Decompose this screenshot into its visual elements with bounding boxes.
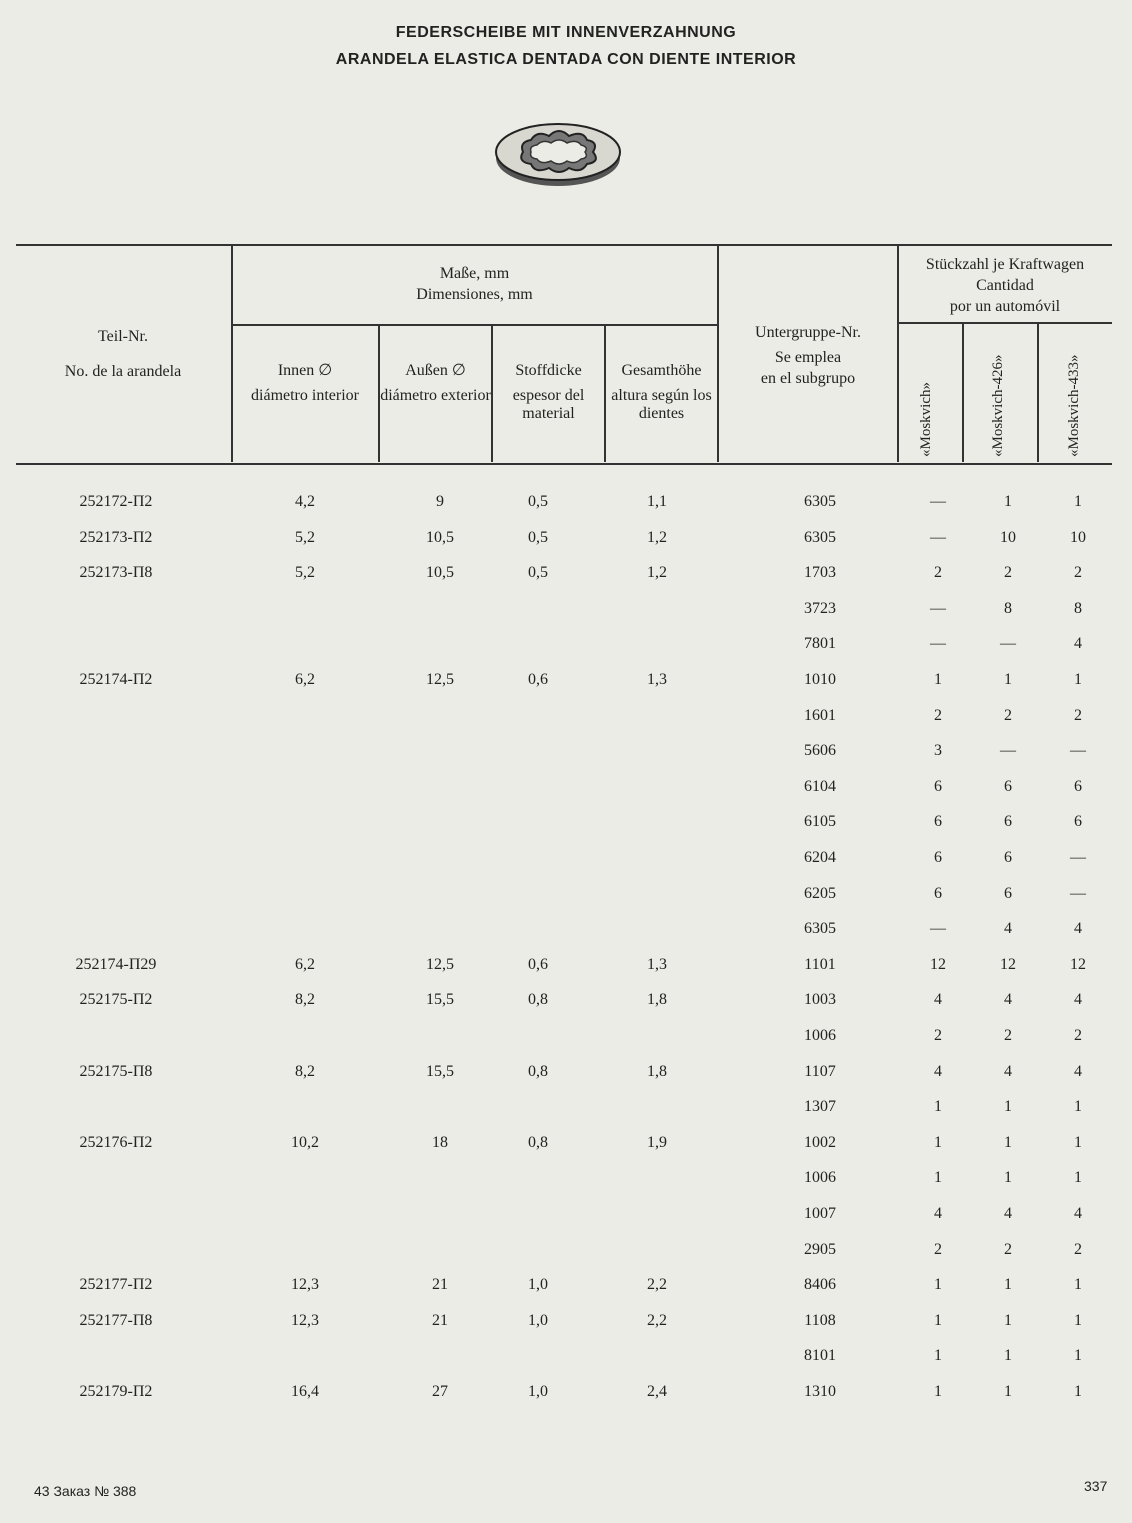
footer-order: 43 Заказ № 388: [34, 1483, 137, 1499]
qty-moskvich-cell: 1: [934, 1276, 942, 1294]
header-inner: [232, 360, 378, 405]
qty-426-cell: 1: [1004, 1098, 1012, 1116]
height-cell: 2,4: [647, 1383, 667, 1400]
outer-diameter-cell: 10,5: [426, 564, 454, 582]
part-number-cell: 252174-П2: [79, 671, 153, 688]
height-cell: 1,8: [647, 1062, 667, 1080]
subgroup-cell: 1010: [804, 671, 836, 688]
thickness-cell: 0,6: [528, 671, 548, 688]
qty-433-cell: 8: [1074, 599, 1082, 617]
subgroup-cell: 1006: [804, 1169, 836, 1187]
thickness-cell: 1,0: [528, 1311, 548, 1329]
qty-moskvich-cell: 6: [934, 884, 942, 902]
inner-diameter-cell: 12,3: [291, 1276, 319, 1294]
subgroup-cell: 5606: [804, 742, 836, 760]
subgroup-cell: 2905: [804, 1240, 836, 1258]
qty-426-cell: 12: [1000, 955, 1016, 973]
qty-426-cell: 1: [1004, 1133, 1012, 1151]
qty-426-cell: 1: [1004, 493, 1012, 510]
qty-426-cell: 10: [1000, 528, 1016, 546]
subgroup-cell: 1007: [804, 1205, 836, 1222]
qty-moskvich-cell: —: [930, 920, 946, 938]
header-quantity: [898, 254, 1112, 317]
thickness-cell: 0,8: [528, 1133, 548, 1151]
subgroup-cell: 1006: [804, 1027, 836, 1044]
qty-433-cell: 1: [1074, 493, 1082, 510]
qty-moskvich-cell: 4: [934, 1062, 942, 1080]
qty-moskvich-cell: 1: [934, 1169, 942, 1187]
qty-433-cell: 6: [1074, 813, 1082, 831]
qty-426-cell: 1: [1004, 671, 1012, 688]
part-number-cell: 252176-П2: [79, 1133, 153, 1151]
qty-moskvich-cell: 6: [934, 777, 942, 795]
part-number-cell: 252177-П2: [79, 1276, 153, 1294]
qty-moskvich-cell: 4: [934, 991, 942, 1009]
header-inner-es: diámetro interior: [251, 387, 359, 404]
qty-433-cell: 1: [1074, 1383, 1082, 1400]
subgroup-cell: 1107: [804, 1062, 836, 1080]
part-number-cell: 252175-П8: [79, 1062, 153, 1080]
subgroup-cell: 6305: [804, 920, 836, 938]
height-cell: 1,2: [647, 528, 667, 546]
height-cell: 1,2: [647, 564, 667, 582]
thickness-cell: 0,8: [528, 991, 548, 1009]
header-model-433: «Moskvich-433»: [1066, 354, 1082, 457]
qty-433-cell: 6: [1074, 777, 1082, 795]
height-cell: 2,2: [647, 1311, 667, 1329]
part-number-cell: 252173-П2: [79, 528, 153, 546]
header-outer-es: diámetro exterior: [380, 387, 491, 404]
subgroup-cell: 6205: [804, 884, 836, 902]
title-spanish: ARANDELA ELASTICA DENTADA CON DIENTE INTERIOR: [335, 51, 797, 68]
subgroup-cell: 6305: [804, 528, 836, 546]
outer-diameter-cell: 21: [432, 1311, 448, 1329]
qty-433-cell: 1: [1074, 1098, 1082, 1116]
thickness-cell: 0,6: [528, 955, 548, 973]
subgroup-cell: 1307: [804, 1098, 836, 1116]
col-divider: [962, 322, 964, 462]
qty-moskvich-cell: 1: [934, 671, 942, 688]
qty-433-cell: 1: [1074, 1311, 1082, 1329]
part-number-cell: 252177-П8: [79, 1311, 153, 1329]
inner-diameter-cell: 10,2: [291, 1133, 319, 1151]
inner-diameter-cell: 8,2: [295, 1062, 315, 1080]
washer-illustration: [493, 118, 623, 190]
page-number: 337: [1084, 1478, 1108, 1494]
subgroup-cell: 1003: [804, 991, 836, 1009]
qty-426-cell: 1: [1004, 1169, 1012, 1187]
header-dimensions: [232, 263, 717, 305]
subgroup-cell: 6305: [804, 493, 836, 510]
qty-433-cell: 2: [1074, 1240, 1082, 1258]
qty-426-cell: 4: [1004, 991, 1012, 1009]
qty-moskvich-cell: 12: [930, 955, 946, 973]
header-model-moskvich: «Moskvich»: [918, 382, 934, 457]
header-thick-de: Stoffdicke: [515, 362, 582, 379]
outer-diameter-cell: 9: [436, 493, 444, 510]
header-dims-es: Dimensiones, mm: [416, 286, 533, 303]
subgroup-cell: 1002: [804, 1133, 836, 1151]
qty-426-cell: 6: [1004, 884, 1012, 902]
inner-diameter-cell: 6,2: [295, 671, 315, 688]
outer-diameter-cell: 12,5: [426, 671, 454, 688]
qty-moskvich-cell: —: [930, 599, 946, 617]
qty-426-cell: 1: [1004, 1276, 1012, 1294]
qty-moskvich-cell: 1: [934, 1133, 942, 1151]
qty-433-cell: 10: [1070, 528, 1086, 546]
qty-moskvich-cell: 6: [934, 813, 942, 831]
qty-moskvich-cell: 6: [934, 849, 942, 866]
qty-426-cell: 2: [1004, 1027, 1012, 1044]
qty-426-cell: —: [1000, 635, 1016, 653]
qty-426-cell: 8: [1004, 599, 1012, 617]
qty-426-cell: 1: [1004, 1383, 1012, 1400]
thickness-cell: 0,5: [528, 493, 548, 510]
col-divider: [1037, 322, 1039, 462]
inner-diameter-cell: 4,2: [295, 493, 315, 510]
thickness-cell: 0,5: [528, 564, 548, 582]
qty-433-cell: 4: [1074, 1205, 1082, 1222]
header-part-no-de: Teil-Nr.: [98, 328, 148, 345]
inner-diameter-cell: 8,2: [295, 991, 315, 1009]
header-subgroup-de: Untergruppe-Nr.: [755, 324, 861, 341]
subgroup-cell: 1703: [804, 564, 836, 582]
inner-diameter-cell: 6,2: [295, 955, 315, 973]
height-cell: 1,8: [647, 991, 667, 1009]
header-inner-de: Innen ∅: [277, 362, 333, 379]
outer-diameter-cell: 27: [432, 1383, 448, 1400]
outer-diameter-cell: 12,5: [426, 955, 454, 973]
header-dims-de: Maße, mm: [439, 265, 510, 282]
header-height: [606, 360, 717, 423]
qty-426-cell: 6: [1004, 849, 1012, 866]
header-thickness: [493, 360, 604, 423]
outer-diameter-cell: 18: [432, 1133, 448, 1151]
qty-433-cell: 1: [1074, 1133, 1082, 1151]
qty-moskvich-cell: 1: [934, 1347, 942, 1365]
qty-433-cell: 2: [1074, 1027, 1082, 1044]
header-subgroup-es1: Se emplea: [774, 349, 842, 366]
qty-moskvich-cell: 2: [934, 1027, 942, 1044]
subgroup-cell: 1310: [804, 1383, 836, 1400]
qty-moskvich-cell: 1: [934, 1383, 942, 1400]
qty-moskvich-cell: 3: [934, 742, 942, 760]
qty-433-cell: —: [1070, 742, 1086, 760]
subgroup-cell: 6204: [804, 849, 836, 866]
subgroup-cell: 8406: [804, 1276, 836, 1294]
qty-433-cell: —: [1070, 884, 1086, 902]
qty-433-cell: 4: [1074, 991, 1082, 1009]
qty-426-cell: 1: [1004, 1311, 1012, 1329]
qty-moskvich-cell: 2: [934, 1240, 942, 1258]
qty-subheader-rule: [898, 322, 1112, 324]
subgroup-cell: 1108: [804, 1311, 836, 1329]
part-number-cell: 252179-П2: [79, 1383, 153, 1400]
height-cell: 1,9: [647, 1133, 667, 1151]
qty-433-cell: 2: [1074, 706, 1082, 724]
subgroup-cell: 1101: [804, 955, 836, 973]
qty-426-cell: 6: [1004, 777, 1012, 795]
header-outer-de: Außen ∅: [405, 362, 466, 379]
height-cell: 2,2: [647, 1276, 667, 1294]
qty-426-cell: —: [1000, 742, 1016, 760]
qty-moskvich-cell: —: [930, 493, 946, 510]
outer-diameter-cell: 21: [432, 1276, 448, 1294]
qty-moskvich-cell: 1: [934, 1098, 942, 1116]
qty-433-cell: 4: [1074, 920, 1082, 938]
qty-433-cell: 12: [1070, 955, 1086, 973]
thickness-cell: 0,8: [528, 1062, 548, 1080]
qty-moskvich-cell: —: [930, 635, 946, 653]
subgroup-cell: 6104: [804, 777, 836, 795]
height-cell: 1,1: [647, 493, 667, 510]
qty-moskvich-cell: 2: [934, 706, 942, 724]
subgroup-cell: 1601: [804, 706, 836, 724]
header-qty-es1: Cantidad: [976, 277, 1034, 294]
qty-433-cell: 4: [1074, 1062, 1082, 1080]
part-number-cell: 252175-П2: [79, 991, 153, 1009]
outer-diameter-cell: 15,5: [426, 1062, 454, 1080]
thickness-cell: 0,5: [528, 528, 548, 546]
qty-426-cell: 4: [1004, 1062, 1012, 1080]
qty-433-cell: 1: [1074, 1276, 1082, 1294]
thickness-cell: 1,0: [528, 1276, 548, 1294]
qty-426-cell: 4: [1004, 1205, 1012, 1222]
qty-433-cell: 1: [1074, 671, 1082, 688]
header-subgroup-es2: en el subgrupo: [760, 370, 856, 387]
header-part-no-es: No. de la arandela: [64, 363, 182, 380]
title-german: FEDERSCHEIBE MIT INNENVERZAHNUNG: [395, 24, 737, 41]
subgroup-cell: 8101: [804, 1347, 836, 1365]
qty-433-cell: 4: [1074, 635, 1082, 653]
qty-433-cell: —: [1070, 849, 1086, 866]
qty-moskvich-cell: 4: [934, 1205, 942, 1222]
part-number-cell: 252173-П8: [79, 564, 153, 582]
qty-433-cell: 1: [1074, 1347, 1082, 1365]
table-top-rule: [16, 244, 1112, 246]
qty-426-cell: 6: [1004, 813, 1012, 831]
thickness-cell: 1,0: [528, 1383, 548, 1400]
qty-433-cell: 1: [1074, 1169, 1082, 1187]
inner-diameter-cell: 5,2: [295, 528, 315, 546]
header-outer: [380, 360, 491, 405]
qty-426-cell: 2: [1004, 706, 1012, 724]
height-cell: 1,3: [647, 671, 667, 688]
dims-subheader-rule: [232, 324, 718, 326]
header-bottom-rule: [16, 463, 1112, 465]
subgroup-cell: 6105: [804, 813, 836, 831]
subgroup-cell: 7801: [804, 635, 836, 653]
qty-426-cell: 2: [1004, 1240, 1012, 1258]
qty-426-cell: 1: [1004, 1347, 1012, 1365]
header-height-de: Gesamthöhe: [621, 362, 702, 379]
outer-diameter-cell: 10,5: [426, 528, 454, 546]
header-qty-de: Stückzahl je Kraftwagen: [925, 256, 1085, 273]
qty-433-cell: 2: [1074, 564, 1082, 582]
inner-diameter-cell: 12,3: [291, 1311, 319, 1329]
qty-moskvich-cell: 1: [934, 1311, 942, 1329]
inner-diameter-cell: 16,4: [291, 1383, 319, 1400]
header-subgroup: [719, 322, 897, 389]
qty-moskvich-cell: —: [930, 528, 946, 546]
header-height-es: altura según los dientes: [611, 387, 712, 422]
outer-diameter-cell: 15,5: [426, 991, 454, 1009]
subgroup-cell: 3723: [804, 599, 836, 617]
qty-426-cell: 2: [1004, 564, 1012, 582]
part-number-cell: 252172-П2: [79, 493, 153, 510]
header-model-426: «Moskvich-426»: [990, 354, 1006, 457]
header-qty-es2: por un automóvil: [949, 298, 1061, 315]
inner-diameter-cell: 5,2: [295, 564, 315, 582]
qty-426-cell: 4: [1004, 920, 1012, 938]
header-thick-es: espesor del material: [512, 387, 585, 422]
header-part-no: [16, 326, 230, 382]
height-cell: 1,3: [647, 955, 667, 973]
qty-moskvich-cell: 2: [934, 564, 942, 582]
part-number-cell: 252174-П29: [75, 955, 157, 973]
